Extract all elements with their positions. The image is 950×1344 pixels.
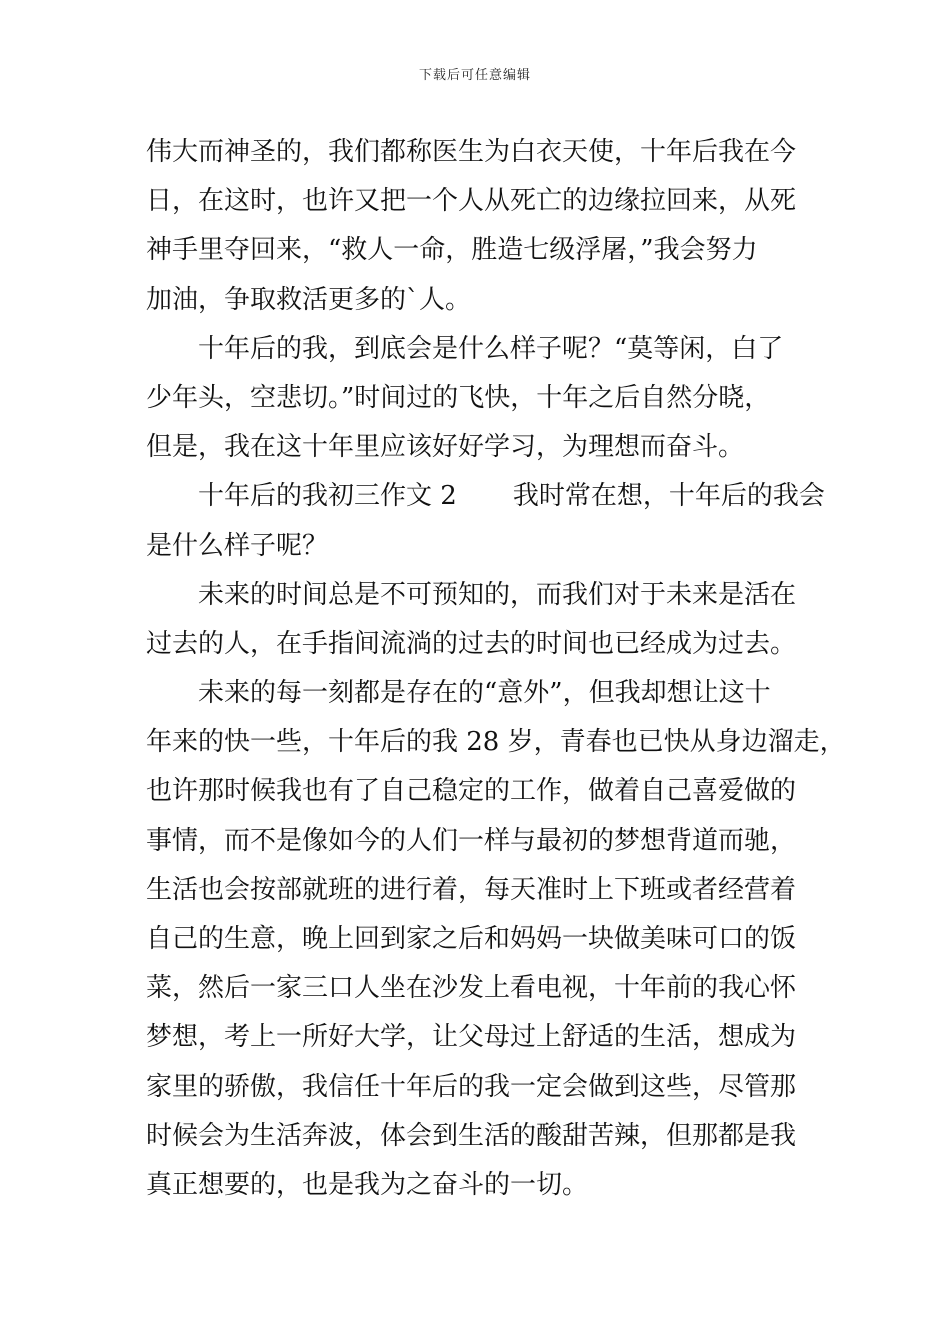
text-line: 也许那时候我也有了自己稳定的工作，做着自己喜爱做的	[146, 776, 797, 807]
text-line: 伟大而神圣的，我们都称医生为白衣天使，十年后我在今	[146, 137, 797, 167]
text-line: 生活也会按部就班的进行着，每天准时上下班或者经营着	[146, 874, 797, 905]
text-line: 时候会为生活奔波，体会到生活的酸甜苦辣，但那都是我	[146, 1120, 797, 1151]
text-line: 未来的时间总是不可预知的，而我们对于未来是活在	[198, 579, 797, 610]
text-line: 是什么样子呢？	[146, 530, 329, 561]
text-line: 年来的快一些，十年后的我 28 岁，青春也已快从身边溜走，	[146, 727, 846, 758]
text-line: 梦想，考上一所好大学，让父母过上舒适的生活，想成为	[146, 1022, 797, 1053]
text-line: 事情，而不是像如今的人们一样与最初的梦想背道而驰，	[146, 825, 797, 856]
section-title: 十年后的我初三作文 2	[198, 481, 457, 512]
text-fragment: 我时常在想，十年后的我会	[512, 481, 825, 512]
text-line: 过去的人，在手指间流淌的过去的时间也已经成为过去。	[146, 628, 797, 659]
text-line: 真正想要的，也是我为之奋斗的一切。	[146, 1169, 589, 1200]
text-line: 未来的每一刻都是存在的“意外”，但我却想让这十	[198, 678, 771, 709]
text-line: 神手里夺回来，“救人一命，胜造七级浮屠，”我会努力	[146, 235, 758, 266]
text-line: 自己的生意，晚上回到家之后和妈妈一块做美味可口的饭	[146, 924, 797, 954]
document-body	[146, 128, 846, 1210]
text-line: 少年头，空悲切。”时间过的飞快，十年之后自然分晓，	[146, 382, 771, 413]
text-line: 日，在这时，也许又把一个人从死亡的边缘拉回来，从死	[146, 186, 797, 217]
text-line: 菜，然后一家三口人坐在沙发上看电视，十年前的我心怀	[146, 973, 797, 1004]
text-line: 加油，争取救活更多的`人。	[146, 284, 472, 315]
section-title-line	[146, 472, 826, 521]
text-line: 但是，我在这十年里应该好好学习，为理想而奋斗。	[146, 432, 745, 463]
text-line: 十年后的我，到底会是什么样子呢？“莫等闲，白了	[198, 333, 784, 364]
text-line: 家里的骄傲，我信任十年后的我一定会做到这些，尽管那	[146, 1071, 797, 1102]
page-header-note: 下载后可任意编辑	[418, 68, 531, 83]
